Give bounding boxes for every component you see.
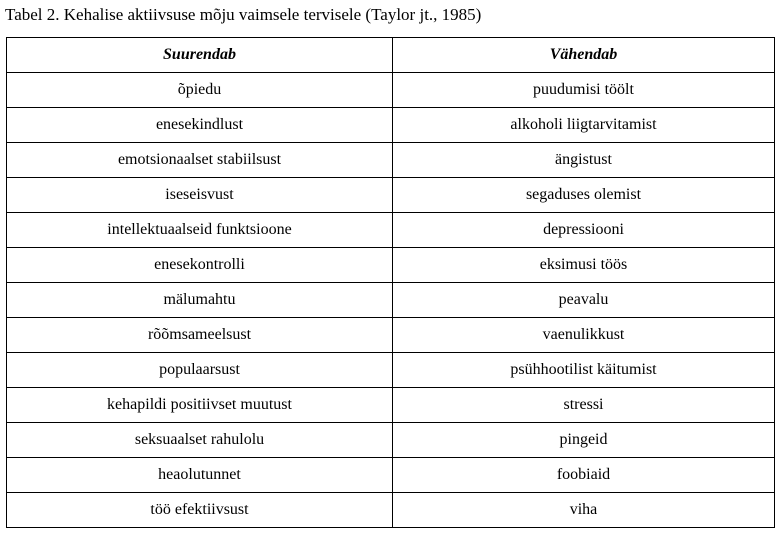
table-row <box>7 458 775 493</box>
cell-increases: õpiedu <box>7 73 393 108</box>
effects-table <box>6 37 775 528</box>
table-row <box>7 353 775 388</box>
header-increases: Suurendab <box>7 38 393 73</box>
table-row <box>7 108 775 143</box>
cell-increases: emotsionaalset stabiilsust <box>7 143 393 178</box>
cell-decreases: depressiooni <box>393 213 775 248</box>
table-row <box>7 388 775 423</box>
cell-decreases: alkoholi liigtarvitamist <box>393 108 775 143</box>
table-header-row <box>7 38 775 73</box>
cell-increases: seksuaalset rahulolu <box>7 423 393 458</box>
table-row <box>7 73 775 108</box>
table-row <box>7 143 775 178</box>
cell-increases: rõõmsameelsust <box>7 318 393 353</box>
cell-decreases: segaduses olemist <box>393 178 775 213</box>
cell-increases: populaarsust <box>7 353 393 388</box>
cell-increases: intellektuaalseid funktsioone <box>7 213 393 248</box>
table-row <box>7 283 775 318</box>
cell-decreases: eksimusi töös <box>393 248 775 283</box>
cell-decreases: ängistust <box>393 143 775 178</box>
cell-decreases: peavalu <box>393 283 775 318</box>
table-row <box>7 248 775 283</box>
table-row <box>7 178 775 213</box>
cell-increases: töö efektiivsust <box>7 493 393 528</box>
cell-increases: mälumahtu <box>7 283 393 318</box>
table-caption: Tabel 2. Kehalise aktiivsuse mõju vaimsele tervisele (Taylor jt., 1985) <box>5 5 482 24</box>
cell-decreases: pingeid <box>393 423 775 458</box>
table-row <box>7 318 775 353</box>
table-row <box>7 493 775 528</box>
cell-decreases: viha <box>393 493 775 528</box>
table-row <box>7 213 775 248</box>
cell-decreases: psühhootilist käitumist <box>393 353 775 388</box>
cell-increases: enesekontrolli <box>7 248 393 283</box>
header-decreases: Vähendab <box>393 38 775 73</box>
cell-decreases: stressi <box>393 388 775 423</box>
table-row <box>7 423 775 458</box>
cell-increases: kehapildi positiivset muutust <box>7 388 393 423</box>
cell-increases: enesekindlust <box>7 108 393 143</box>
cell-increases: heaolutunnet <box>7 458 393 493</box>
cell-decreases: foobiaid <box>393 458 775 493</box>
cell-increases: iseseisvust <box>7 178 393 213</box>
cell-decreases: vaenulikkust <box>393 318 775 353</box>
cell-decreases: puudumisi töölt <box>393 73 775 108</box>
